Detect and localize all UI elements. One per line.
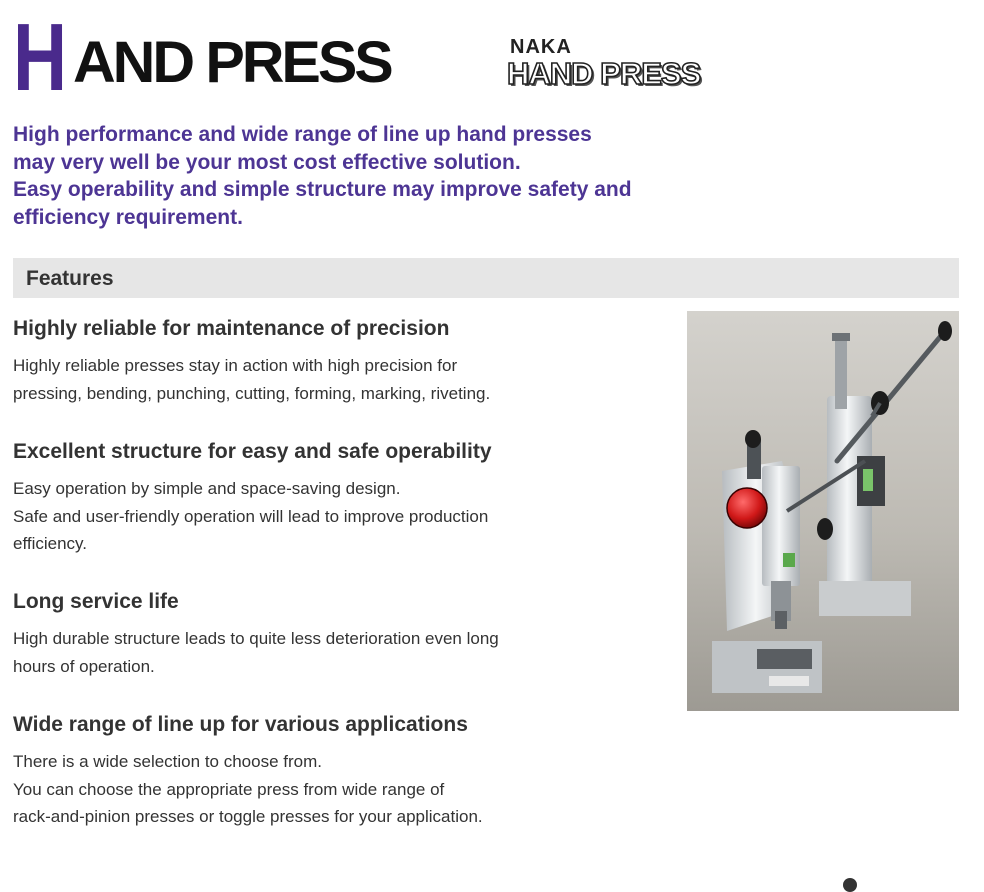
feature-section-precision (13, 316, 653, 407)
lead-line: efficiency requirement. (13, 205, 243, 229)
feature-line: There is a wide selection to choose from. (13, 752, 322, 771)
feature-line: You can choose the appropriate press from wide range of (13, 779, 445, 799)
feature-body (13, 475, 653, 558)
feature-body (13, 748, 653, 831)
lead-line: may very well be your most cost effective solution. (13, 150, 521, 174)
feature-line: High durable structure leads to quite less deterioration even long (13, 629, 499, 648)
feature-body (13, 352, 653, 407)
feature-title: Excellent structure for easy and safe operability (13, 440, 492, 463)
feature-title: Wide range of line up for various applications (13, 713, 468, 736)
feature-title: Highly reliable for maintenance of precision (13, 317, 450, 340)
feature-line: rack-and-pinion presses or toggle presses for your application. (13, 807, 483, 826)
feature-line: hours of operation. (13, 656, 155, 676)
lead-line: High performance and wide range of line up hand presses (13, 123, 592, 146)
logo-hand-press-text: HAND PRESS (507, 56, 701, 91)
feature-body (13, 625, 653, 680)
page-title (13, 4, 391, 111)
features-heading-bar (13, 258, 959, 298)
logo-naka-text: NAKA (510, 36, 572, 58)
feature-line: pressing, bending, punching, cutting, forming, marking, riveting. (13, 383, 491, 403)
title-first-letter: H (13, 4, 64, 111)
feature-line: Easy operation by simple and space-saving design. (13, 479, 401, 498)
features-heading: Features (26, 267, 114, 290)
feature-section-service-life (13, 589, 653, 680)
naka-hand-press-logo (507, 36, 737, 96)
page-header (13, 4, 973, 111)
feature-line: efficiency. (13, 534, 88, 553)
feature-line: Safe and user-friendly operation will lead to improve production (13, 506, 489, 526)
lead-line: Easy operability and simple structure may improve safety and (13, 178, 632, 201)
feature-section-line-up (13, 712, 653, 831)
bottom-partial-image (843, 878, 857, 892)
feature-title: Long service life (13, 590, 179, 613)
lead-text (13, 121, 733, 231)
feature-section-operability (13, 439, 653, 558)
hand-press-product-photo (687, 311, 959, 711)
title-rest: AND PRESS (73, 30, 391, 95)
feature-line: Highly reliable presses stay in action with high precision for (13, 356, 458, 375)
